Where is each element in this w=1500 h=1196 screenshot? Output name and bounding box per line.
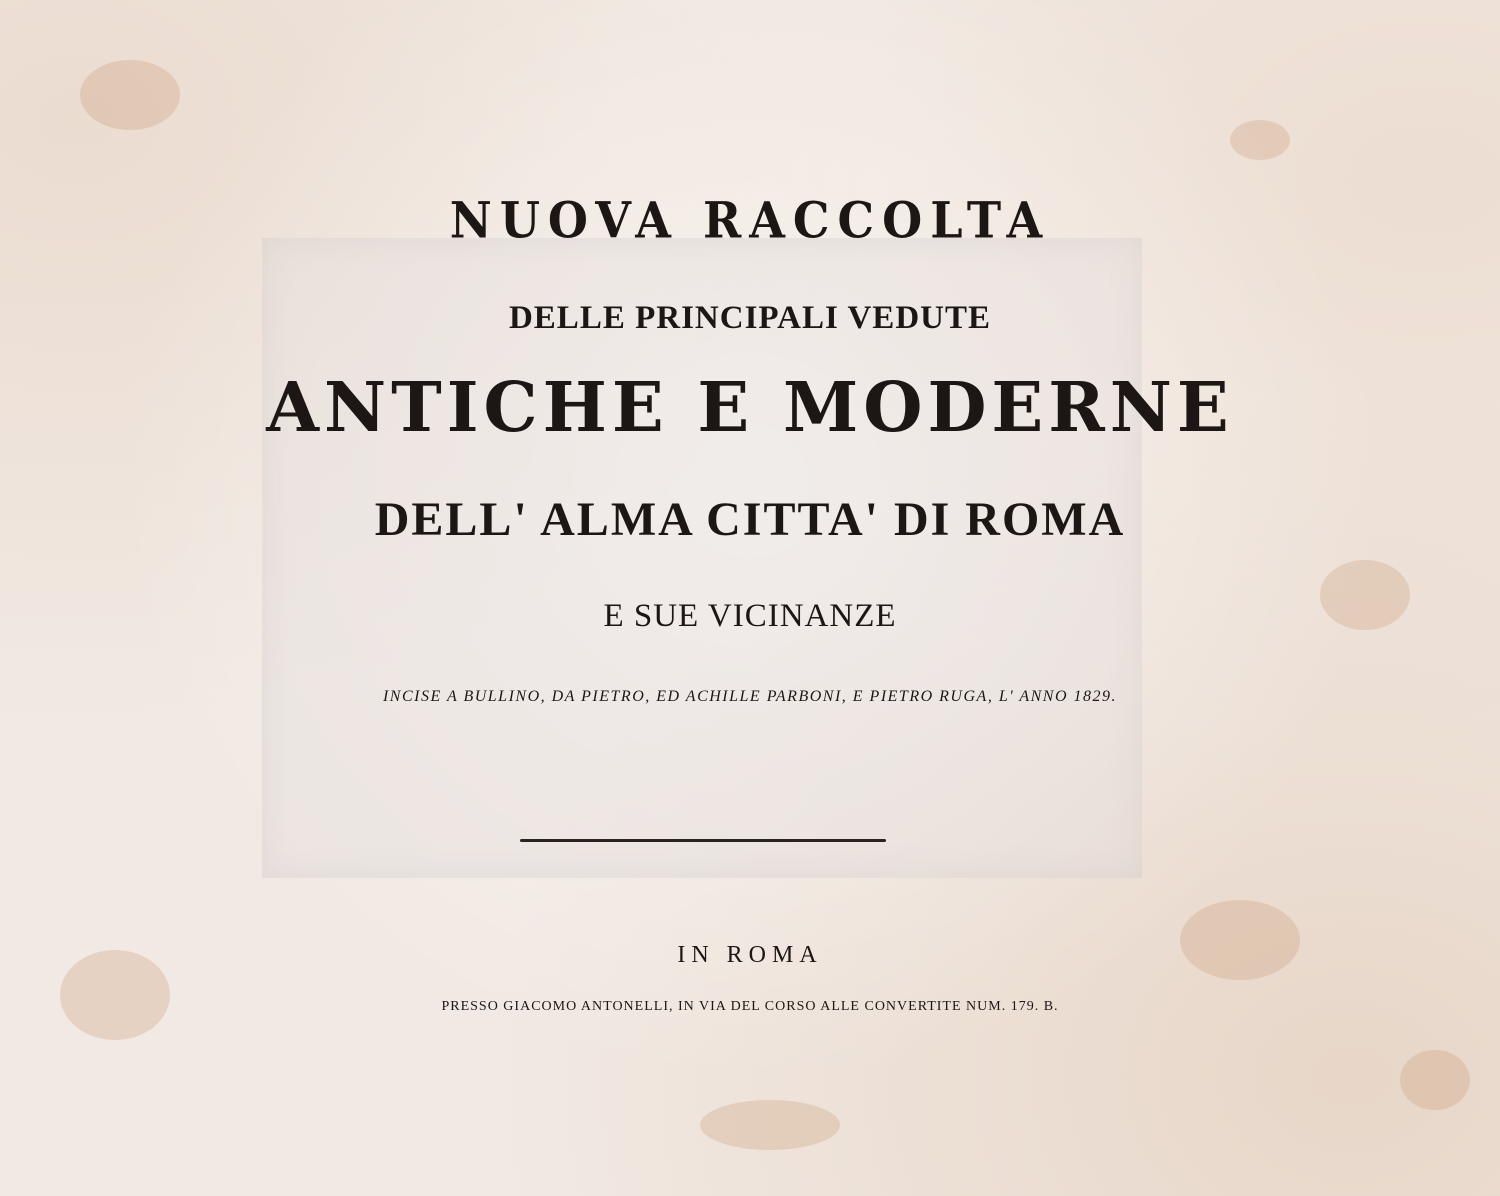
title-line-vicinanze: E SUE VICINANZE xyxy=(603,598,897,634)
title-line-nuova-raccolta: NUOVA RACCOLTA xyxy=(449,190,1051,250)
foxing-spot xyxy=(700,1100,840,1150)
foxing-spot xyxy=(1400,1050,1470,1110)
place-of-publication: IN ROMA xyxy=(677,942,823,968)
title-line-alma-citta-roma: DELL' ALMA CITTA' DI ROMA xyxy=(374,493,1126,546)
title-line-principali-vedute: DELLE PRINCIPALI VEDUTE xyxy=(508,300,992,336)
publisher-imprint: PRESSO GIACOMO ANTONELLI, IN VIA DEL CORSO ALLE CONVERTITE NUM. 179. B. xyxy=(441,999,1059,1014)
foxing-spot xyxy=(1230,120,1290,160)
title-line-antiche-moderne: ANTICHE E MODERNE xyxy=(266,368,1234,448)
foxing-spot xyxy=(80,60,180,130)
engravers-credit: INCISE A BULLINO, DA PIETRO, ED ACHILLE PARBONI, E PIETRO RUGA, L' ANNO 1829. xyxy=(382,688,1118,705)
divider-rule xyxy=(520,839,886,842)
